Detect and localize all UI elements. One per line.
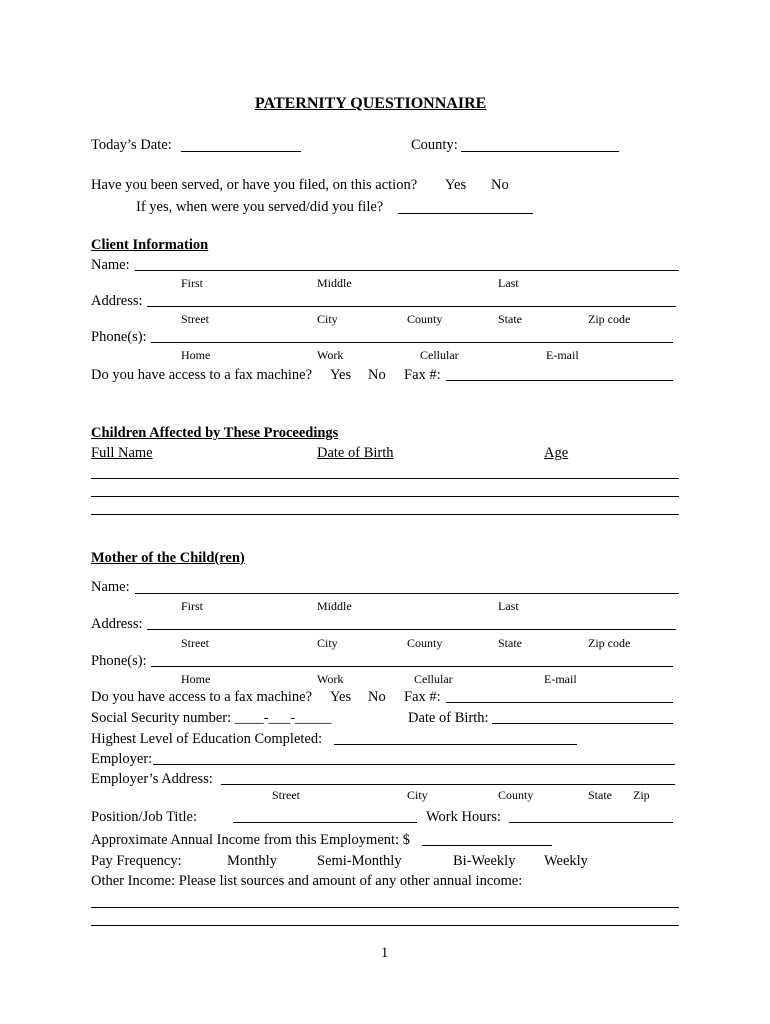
mother-address-field[interactable]: [147, 629, 676, 630]
mother-position-label: Position/Job Title:: [91, 809, 197, 825]
mother-name-sub-middle: Middle: [317, 599, 352, 613]
mother-name-field[interactable]: [135, 593, 679, 594]
client-name-field[interactable]: [135, 270, 679, 271]
mother-work-hours-field[interactable]: [509, 822, 673, 823]
mother-address-label: Address:: [91, 616, 143, 632]
client-fax-field[interactable]: [446, 380, 673, 381]
mother-fax-field[interactable]: [446, 702, 673, 703]
mother-employer-label: Employer:: [91, 751, 153, 767]
page-title: PATERNITY QUESTIONNAIRE: [255, 95, 487, 112]
mother-income-label: Approximate Annual Income from this Employment: $: [91, 832, 410, 848]
client-address-sub-state: State: [498, 312, 522, 326]
children-row-line[interactable]: [91, 496, 679, 497]
page-number: 1: [381, 945, 389, 961]
mother-name-sub-last: Last: [498, 599, 519, 613]
client-phone-label: Phone(s):: [91, 329, 147, 345]
served-question: Have you been served, or have you filed, on this action?: [91, 177, 418, 193]
mother-fax-question: Do you have access to a fax machine?: [91, 689, 313, 705]
mother-address-sub-street: Street: [181, 636, 209, 650]
client-name-sub-last: Last: [498, 276, 519, 290]
mother-phone-field[interactable]: [151, 666, 673, 667]
client-phone-sub-home: Home: [181, 348, 211, 362]
mother-address-sub-county: County: [407, 636, 443, 650]
mother-ssn-field[interactable]: Social Security number: ____-___-_____: [91, 710, 332, 726]
client-address-label: Address:: [91, 293, 143, 309]
mother-employer-field[interactable]: [153, 764, 675, 765]
client-address-sub-city: City: [317, 312, 338, 326]
client-name-sub-first: First: [181, 276, 204, 290]
client-name-sub-middle: Middle: [317, 276, 352, 290]
county-field[interactable]: [461, 151, 619, 152]
mother-income-field[interactable]: [422, 845, 552, 846]
served-yes-option[interactable]: Yes: [445, 177, 467, 193]
mother-other-income-label: Other Income: Please list sources and amount of any other annual income:: [91, 873, 523, 889]
children-col-age: Age: [544, 445, 569, 461]
client-phone-sub-cellular: Cellular: [420, 348, 459, 362]
children-col-dob: Date of Birth: [317, 445, 394, 461]
todays-date-field[interactable]: [181, 151, 301, 152]
employer-address-sub-county: County: [498, 788, 534, 802]
employer-address-sub-state: State: [588, 788, 612, 802]
mother-position-field[interactable]: [233, 822, 417, 823]
client-address-sub-street: Street: [181, 312, 209, 326]
served-followup-label: If yes, when were you served/did you file?: [136, 199, 384, 215]
other-income-line[interactable]: [91, 907, 679, 908]
client-name-label: Name:: [91, 257, 130, 273]
client-phone-sub-work: Work: [317, 348, 344, 362]
mother-employer-address-field[interactable]: [221, 784, 675, 785]
mother-address-sub-city: City: [317, 636, 338, 650]
client-address-field[interactable]: [147, 306, 676, 307]
todays-date-label: Today’s Date:: [91, 137, 172, 153]
mother-address-sub-state: State: [498, 636, 522, 650]
county-label: County:: [411, 137, 458, 153]
client-fax-no-option[interactable]: No: [368, 367, 386, 383]
mother-employer-address-label: Employer’s Address:: [91, 771, 213, 787]
mother-address-sub-zip: Zip code: [588, 636, 631, 650]
mother-dob-label: Date of Birth:: [408, 710, 489, 726]
employer-address-sub-zip: Zip: [633, 788, 650, 802]
mother-education-label: Highest Level of Education Completed:: [91, 731, 323, 747]
mother-education-field[interactable]: [334, 744, 577, 745]
pay-option-monthly[interactable]: Monthly: [227, 853, 277, 869]
pay-option-bi-weekly[interactable]: Bi-Weekly: [453, 853, 516, 869]
mother-phone-sub-email: E-mail: [544, 672, 577, 686]
mother-fax-no-option[interactable]: No: [368, 689, 386, 705]
employer-address-sub-street: Street: [272, 788, 300, 802]
mother-phone-label: Phone(s):: [91, 653, 147, 669]
children-section-heading: Children Affected by These Proceedings: [91, 425, 339, 441]
mother-work-hours-label: Work Hours:: [426, 809, 501, 825]
client-fax-yes-option[interactable]: Yes: [330, 367, 352, 383]
client-phone-sub-email: E-mail: [546, 348, 579, 362]
mother-phone-sub-cellular: Cellular: [414, 672, 453, 686]
mother-name-label: Name:: [91, 579, 130, 595]
client-section-heading: Client Information: [91, 237, 209, 253]
children-col-name: Full Name: [91, 445, 153, 461]
children-row-line[interactable]: [91, 514, 679, 515]
mother-phone-sub-work: Work: [317, 672, 344, 686]
mother-section-heading: Mother of the Child(ren): [91, 550, 245, 566]
children-row-line[interactable]: [91, 478, 679, 479]
mother-name-sub-first: First: [181, 599, 204, 613]
client-address-sub-zip: Zip code: [588, 312, 631, 326]
mother-fax-yes-option[interactable]: Yes: [330, 689, 352, 705]
client-phone-field[interactable]: [151, 342, 673, 343]
pay-option-semi-monthly[interactable]: Semi-Monthly: [317, 853, 402, 869]
served-no-option[interactable]: No: [491, 177, 509, 193]
client-address-sub-county: County: [407, 312, 443, 326]
served-date-field[interactable]: [398, 213, 533, 214]
mother-dob-field[interactable]: [492, 723, 673, 724]
mother-pay-frequency-label: Pay Frequency:: [91, 853, 182, 869]
client-fax-question: Do you have access to a fax machine?: [91, 367, 313, 383]
employer-address-sub-city: City: [407, 788, 428, 802]
pay-option-weekly[interactable]: Weekly: [544, 853, 588, 869]
client-fax-label: Fax #:: [404, 367, 441, 383]
mother-phone-sub-home: Home: [181, 672, 211, 686]
other-income-line[interactable]: [91, 925, 679, 926]
mother-fax-label: Fax #:: [404, 689, 441, 705]
